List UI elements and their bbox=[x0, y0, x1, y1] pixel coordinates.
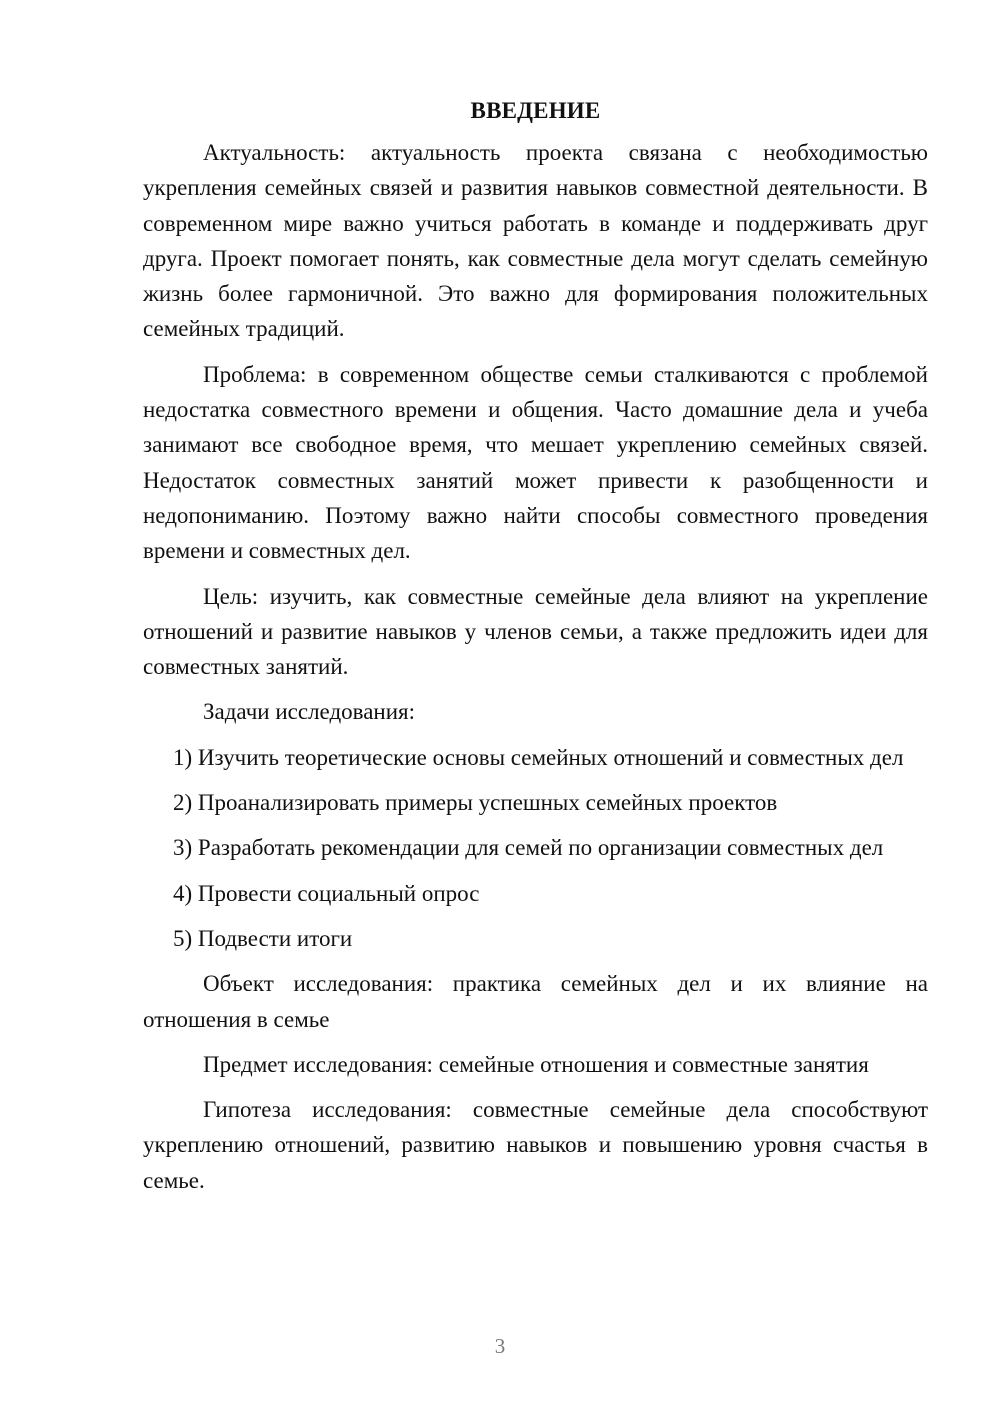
hypothesis-paragraph: Гипотеза исследования: совместные семейные дела способствуют укреплению отношений, развитию навыков и повышению уровня счастья в семье. bbox=[143, 1097, 928, 1193]
task-item-1: 1) Изучить теоретические основы семейных отношений и совместных дел bbox=[173, 744, 904, 770]
task-item-4: 4) Провести социальный опрос bbox=[173, 880, 480, 906]
relevance-paragraph: Актуальность: актуальность проекта связана с необходимостью укрепления семейных связей и развития навыков совместной деятельности. В современном мире важно учиться работать в команде и поддерживать друг друга. Проект помогает понять, как совместные дела могут сделать семейную жизнь более гармоничной. Это важно для формирования положительных семейных традиций. bbox=[143, 140, 928, 342]
goal-paragraph: Цель: изучить, как совместные семейные дела влияют на укрепление отношений и развитие навыков у членов семьи, а также предложить идеи для совместных занятий. bbox=[143, 583, 928, 680]
section-heading: ВВЕДЕНИЕ bbox=[470, 98, 601, 123]
task-item-3: 3) Разработать рекомендации для семей по организации совместных дел bbox=[173, 835, 884, 861]
page-number: 3 bbox=[494, 1334, 506, 1358]
task-item-2: 2) Проанализировать примеры успешных семейных проектов bbox=[173, 790, 778, 816]
problem-paragraph: Проблема: в современном обществе семьи сталкиваются с проблемой недостатка совместного времени и общения. Часто домашние дела и учеба занимают все свободное время, что мешает укреплению семейных связей. Недостаток совместных занятий может привести к разобщенности и недопониманию. Поэтому важно найти способы совместного проведения времени и совместных дел. bbox=[143, 361, 928, 564]
tasks-title: Задачи исследования: bbox=[203, 699, 416, 725]
document-page bbox=[143, 96, 928, 1208]
task-item-5: 5) Подвести итоги bbox=[173, 925, 353, 951]
subject-paragraph: Предмет исследования: семейные отношения и совместные занятия bbox=[203, 1051, 869, 1077]
object-paragraph: Объект исследования: практика семейных дел и их влияние на отношения в семье bbox=[143, 971, 928, 1032]
